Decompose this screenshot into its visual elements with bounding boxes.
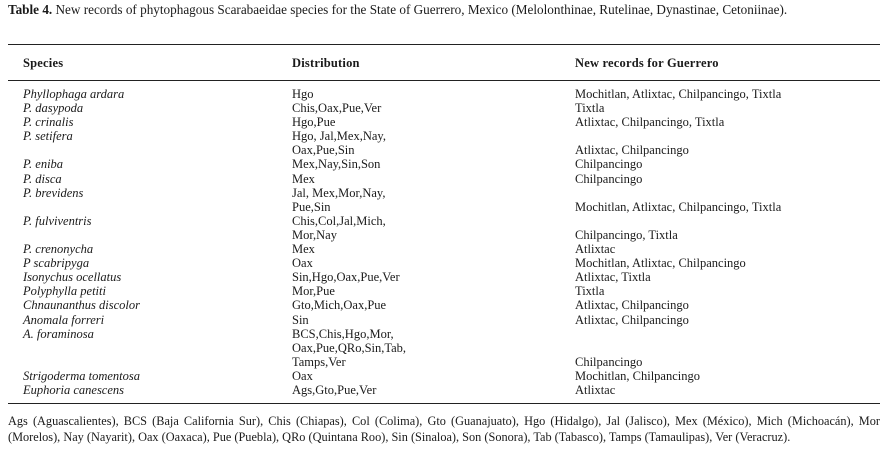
record-line: Tixtla — [575, 101, 605, 116]
species-cell: Phyllophaga ardara — [23, 87, 125, 101]
table-row — [0, 186, 889, 214]
distribution-line: Hgo,Pue — [292, 115, 336, 130]
table-row — [0, 115, 889, 129]
species-cell: P scabripyga — [23, 256, 90, 271]
record-line: Mochitlan, Atlixtac, Chilpancingo — [575, 256, 746, 271]
distribution-line: Hgo — [292, 87, 314, 101]
table-row — [0, 383, 889, 397]
distribution-cell — [292, 313, 309, 327]
distribution-cell — [292, 172, 315, 186]
distribution-line: Chis,Col,Jal,Mich, — [292, 213, 386, 228]
record-line: Atlixtac, Chilpancingo, Tixtla — [575, 115, 725, 130]
new-records-cell — [575, 157, 642, 171]
header-rule — [8, 80, 880, 81]
record-line: Mochitlan, Chilpancingo — [575, 368, 700, 383]
distribution-line: BCS,Chis,Hgo,Mor, — [292, 326, 394, 341]
species-cell: Anomala forreri — [23, 312, 105, 327]
species-cell: A. foraminosa — [23, 326, 94, 341]
header-distribution: Distribution — [292, 56, 360, 70]
record-line: Tixtla — [575, 284, 605, 299]
table-row — [0, 298, 889, 312]
record-line: Atlixtac, Chilpancingo — [575, 143, 689, 158]
table-row — [0, 327, 889, 369]
table-row — [0, 284, 889, 298]
distribution-line: Chis,Oax,Pue,Ver — [292, 101, 382, 116]
new-records-cell — [575, 327, 642, 369]
distribution-line: Mex — [292, 242, 315, 257]
species-cell: Chnaunanthus discolor — [23, 298, 141, 313]
distribution-cell — [292, 214, 386, 242]
table-row — [0, 369, 889, 383]
table-caption — [8, 2, 880, 18]
top-rule — [8, 44, 880, 45]
distribution-cell — [292, 298, 386, 312]
distribution-line: Hgo, Jal,Mex,Nay, — [292, 129, 386, 144]
new-records-cell — [575, 242, 615, 256]
distribution-line: Ags,Gto,Pue,Ver — [292, 382, 377, 397]
record-line — [575, 327, 642, 341]
record-line — [575, 341, 642, 355]
table-row — [0, 172, 889, 186]
record-line: Atlixtac, Chilpancingo — [575, 298, 689, 313]
table-row — [0, 270, 889, 284]
table-row — [0, 101, 889, 115]
distribution-line: Oax,Pue,Sin — [292, 143, 355, 158]
distribution-line: Oax — [292, 368, 313, 383]
record-line: Chilpancingo — [575, 171, 643, 186]
distribution-cell — [292, 369, 313, 383]
new-records-cell — [575, 270, 651, 284]
distribution-cell — [292, 242, 315, 256]
table-row — [0, 242, 889, 256]
record-line: Atlixtac, Tixtla — [575, 270, 651, 285]
distribution-cell — [292, 256, 313, 270]
distribution-cell — [292, 327, 406, 369]
distribution-cell — [292, 284, 335, 298]
bottom-rule — [8, 403, 880, 404]
new-records-cell — [575, 87, 781, 101]
table-footnote: Ags (Aguascalientes), BCS (Baja California Sur), Chis (Chiapas), Col (Colima), Gto (Guanajuato), Hgo (Hidalgo), Jal (Jalisco), Mex (México), Mich (Michoacán), Mor (Morelos), Nay (Nayarit), Oax (Oaxaca), Pue (Puebla), QRo (Quintana Roo), Sin (Sinaloa), Son (Sonora), Tab (Tabasco), Tamps (Tamaulipas), Ver (Veracruz). — [8, 414, 880, 444]
distribution-line: Oax,Pue,QRo,Sin,Tab, — [292, 340, 407, 355]
new-records-cell — [575, 129, 689, 157]
record-line — [575, 129, 689, 143]
table-row — [0, 313, 889, 327]
record-line: Atlixtac — [575, 242, 616, 257]
distribution-line: Mor,Nay — [292, 227, 337, 242]
record-line: Atlixtac, Chilpancingo — [575, 312, 689, 327]
record-line: Mochitlan, Atlixtac, Chilpancingo, Tixtla — [575, 199, 782, 214]
new-records-cell — [575, 284, 604, 298]
table-body — [0, 87, 889, 397]
species-cell: Euphoria canescens — [23, 382, 125, 397]
distribution-line: Gto,Mich,Oax,Pue — [292, 298, 387, 313]
record-line: Atlixtac — [575, 382, 616, 397]
distribution-line: Mex,Nay,Sin,Son — [292, 157, 381, 172]
table-row — [0, 87, 889, 101]
species-cell: P. fulviventris — [23, 213, 92, 228]
distribution-line: Pue,Sin — [292, 199, 331, 214]
new-records-cell — [575, 256, 746, 270]
new-records-cell — [575, 383, 615, 397]
distribution-cell — [292, 101, 381, 115]
record-line: Chilpancingo, Tixtla — [575, 227, 678, 242]
new-records-cell — [575, 172, 642, 186]
caption-text: New records of phytophagous Scarabaeidae species for the State of Guerrero, Mexico (Melolonthinae, Rutelinae, Dynastinae, Cetoniinae). — [55, 2, 788, 17]
record-line — [575, 186, 781, 200]
species-cell: Polyphylla petiti — [23, 284, 106, 299]
distribution-line: Sin — [292, 312, 309, 327]
species-cell: P. disca — [23, 171, 62, 186]
record-line: Mochitlan, Atlixtac, Chilpancingo, Tixtla — [575, 87, 782, 101]
new-records-cell — [575, 313, 689, 327]
distribution-line: Sin,Hgo,Oax,Pue,Ver — [292, 270, 400, 285]
header-new-records: New records for Guerrero — [575, 56, 719, 70]
new-records-cell — [575, 214, 678, 242]
species-cell: P. brevidens — [23, 185, 84, 200]
table-row — [0, 129, 889, 157]
new-records-cell — [575, 369, 700, 383]
distribution-line: Tamps,Ver — [292, 354, 346, 369]
distribution-line: Mex — [292, 171, 315, 186]
distribution-line: Mor,Pue — [292, 284, 335, 299]
record-line: Chilpancingo — [575, 157, 643, 172]
distribution-cell — [292, 383, 376, 397]
distribution-cell — [292, 186, 385, 214]
new-records-cell — [575, 186, 781, 214]
new-records-cell — [575, 101, 604, 115]
distribution-line: Oax — [292, 256, 313, 271]
distribution-cell — [292, 157, 380, 171]
table-row — [0, 157, 889, 171]
record-line: Chilpancingo — [575, 354, 643, 369]
distribution-cell — [292, 270, 400, 284]
distribution-cell — [292, 87, 314, 101]
species-cell: Strigoderma tomentosa — [23, 368, 141, 383]
table-row — [0, 256, 889, 270]
new-records-cell — [575, 298, 689, 312]
distribution-line: Jal, Mex,Mor,Nay, — [292, 185, 386, 200]
distribution-cell — [292, 129, 386, 157]
species-cell: Isonychus ocellatus — [23, 270, 122, 285]
caption-label: Table 4. — [8, 2, 53, 17]
species-cell: P. eniba — [23, 157, 64, 172]
species-cell: P. setifera — [23, 129, 73, 144]
species-cell: P. crenonycha — [23, 242, 94, 257]
distribution-cell — [292, 115, 335, 129]
record-line — [575, 214, 678, 228]
header-species: Species — [23, 56, 64, 70]
table-row — [0, 214, 889, 242]
species-cell: P. dasypoda — [23, 101, 84, 116]
new-records-cell — [575, 115, 724, 129]
species-cell: P. crinalis — [23, 115, 74, 130]
